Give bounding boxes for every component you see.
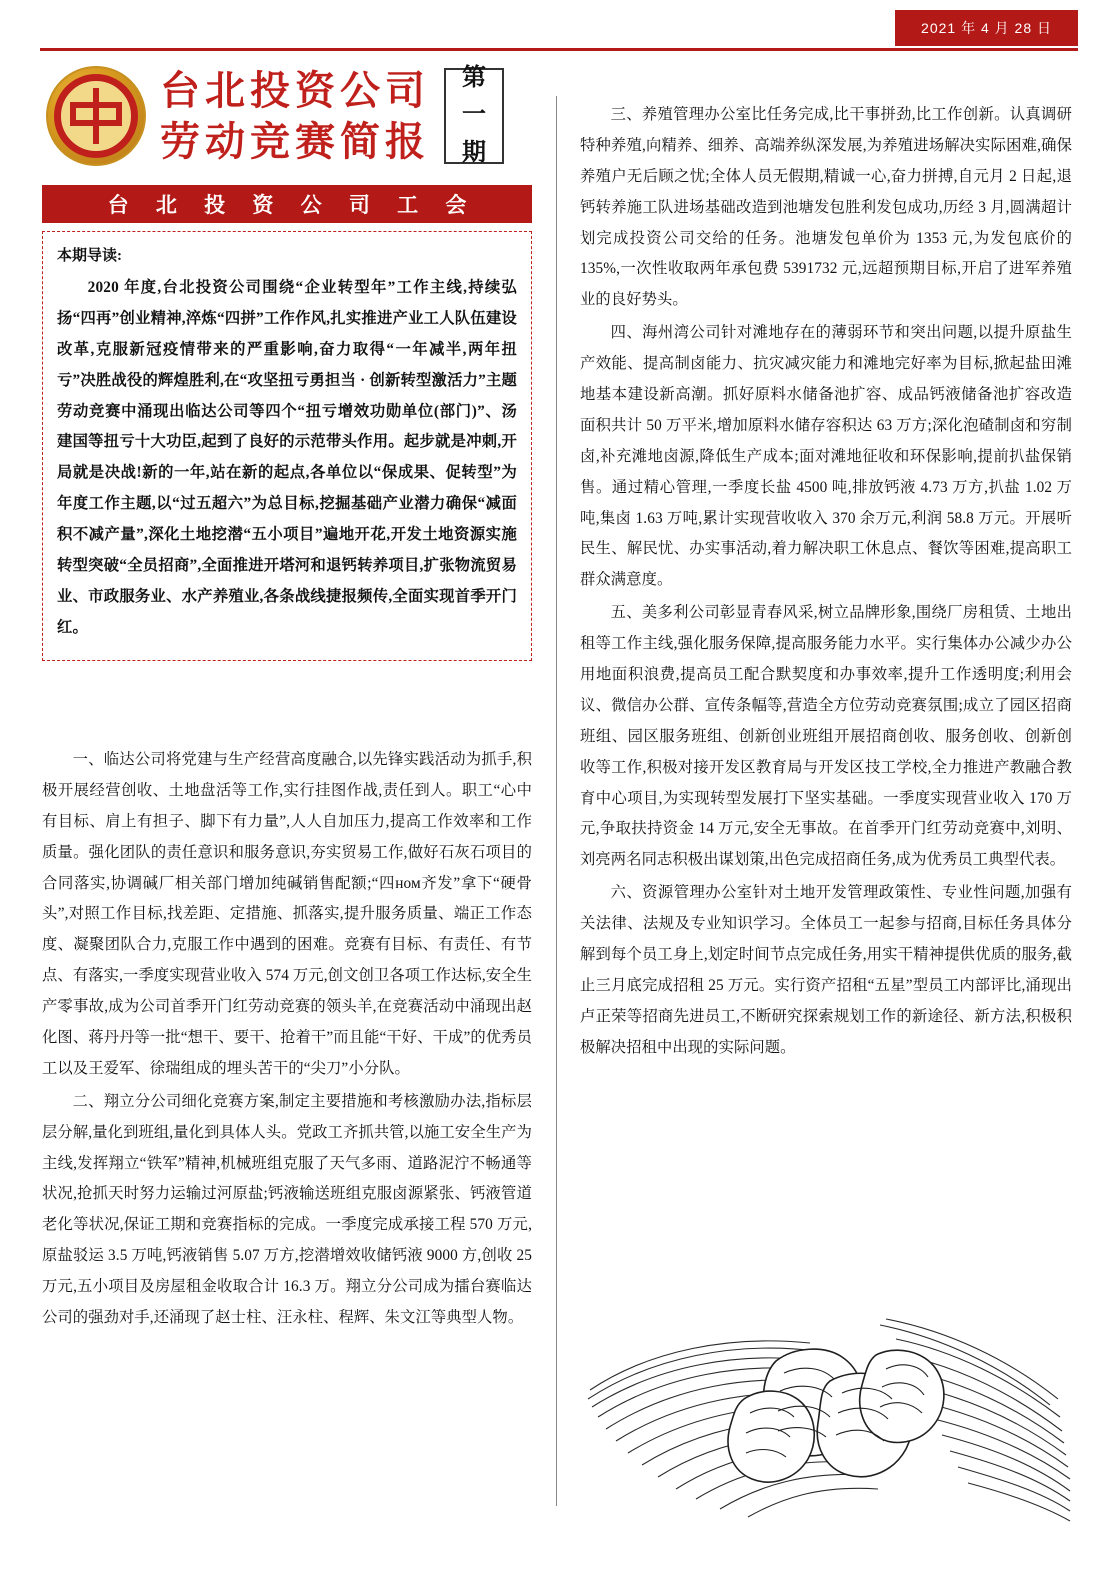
issue-char-2: 一 bbox=[462, 102, 486, 129]
masthead-title bbox=[160, 65, 430, 167]
masthead-title-line1: 台北投资公司 bbox=[160, 67, 430, 113]
header-rule bbox=[40, 48, 1078, 51]
masthead bbox=[42, 56, 522, 176]
union-emblem-icon bbox=[42, 62, 150, 170]
lead-summary-box bbox=[42, 231, 532, 661]
paragraph: 五、美多利公司彰显青春风采,树立品牌形象,围绕厂房租赁、土地出租等工作主线,强化服务保障,提高服务能力水平。实行集体办公减少办公用地面积浪费,提高员工配合默契度和办事效率,提升工作透明度;利用会议、微信办公群、宣传条幅等,营造全方位劳动竞赛氛围;成立了园区招商班组、园区服务班组、创新创业班组开展招商创收、服务创收、创新创收等工作,积极对接开发区教育局与开发区技工学校,全力推进产教融合教育中心项目,为实现转型发展打下坚实基础。一季度实现营业收入 170 万元,争取扶持资金 14 万元,安全无事故。在首季开门红劳动竞赛中,刘明、刘亮两名同志积极出谋划策,出色完成招商任务,成为优秀员工典型代表。 bbox=[580, 604, 1072, 869]
lead-title: 本期导读: bbox=[57, 248, 122, 264]
masthead-title-line2: 劳动竞赛简报 bbox=[160, 119, 430, 164]
left-column bbox=[42, 745, 532, 1336]
clasped-hands-illustration bbox=[580, 1295, 1072, 1525]
paragraph: 一、临达公司将党建与生产经营高度融合,以先锋实践活动为抓手,积极开展经营创收、土地盘活等工作,实行挂图作战,责任到人。职工“心中有目标、肩上有担子、脚下有力量”,人人自加压力,提高工作效率和工作质量。强化团队的责任意识和服务意识,夯实贸易工作,做好石灰石项目的合同落实,协调碱厂相关部门增加纯碱销售配额;“四ном齐发”拿下“硬骨头”,对照工作目标,找差距、定措施、抓落实,提升服务质量、端正工作态度、凝聚团队合力,克服工作中遇到的困难。竞赛有目标、有责任、有节点、有落实,一季度实现营业收入 574 万元,创文创卫各项工作达标,安全生产零事故,成为公司首季开门红劳动竞赛的领头羊,在竞赛活动中涌现出赵化图、蒋丹丹等一批“想干、要干、抢着干”而且能“干好、干成”的优秀员工以及王爱军、徐瑞组成的埋头苦干的“尖刀”小分队。 bbox=[42, 751, 532, 1077]
issue-char-3: 期 bbox=[462, 139, 486, 166]
paragraph: 六、资源管理办公室针对土地开发管理政策性、专业性问题,加强有关法律、法规及专业知识学习。全体员工一起参与招商,目标任务具体分解到每个员工身上,划定时间节点完成任务,用实干精神提供优质的服务,截止三月底完成招租 25 万元。实行资产招租“五星”型员工内部评比,涌现出卢正荣等招商先进员工,不断研究探索规划工作的新途径、新方法,积极积极解决招租中出现的实际问题。 bbox=[580, 884, 1072, 1056]
column-divider bbox=[556, 96, 557, 1506]
lead-body: 2020 年度,台北投资公司围绕“企业转型年”工作主线,持续弘扬“四再”创业精神,淬炼“四拼”工作作风,扎实推进产业工人队伍建设改革,克服新冠疫情带来的严重影响,奋力取得“一年减半,两年扭亏”决胜战役的辉煌胜利,在“攻坚扭亏勇担当 · 创新转型激活力”主题劳动竞赛中涌现出临达公司等四个“扭亏增效功勋单位(部门)”、汤建国等扭亏十大功臣,起到了良好的示范带头作用。起步就是冲刺,开局就是决战!新的一年,站在新的起点,各单位以“保成果、促转型”为年度工作主题,以“过五超六”为总目标,挖掘基础产业潜力确保“减面积不减产量”,深化土地挖潜“五小项目”遍地开花,开发土地资源实施转型突破“全员招商”,全面推进开塔河和退钙转养项目,扩张物流贸易业、市政服务业、水产养殖业,各条战线捷报频传,全面实现首季开门红。 bbox=[57, 279, 517, 636]
paragraph: 二、翔立分公司细化竞赛方案,制定主要措施和考核激励办法,指标层层分解,量化到班组,量化到具体人头。党政工齐抓共管,以施工安全生产为主线,发挥翔立“铁军”精神,机械班组克服了天气多雨、道路泥泞不畅通等状况,抢抓天时努力运输过河原盐;钙液输送班组克服卤源紧张、钙液管道老化等状况,保证工期和竞赛指标的完成。一季度完成承接工程 570 万元,原盐驳运 3.5 万吨,钙液销售 5.07 万方,挖潜增效收储钙液 9000 方,创收 25 万元,五小项目及房屋租金收取合计 16.3 万。翔立分公司成为擂台赛临达公司的强劲对手,还涌现了赵士柱、汪永柱、程辉、朱文江等典型人物。 bbox=[42, 1092, 532, 1327]
paragraph: 三、养殖管理办公室比任务完成,比干事拼劲,比工作创新。认真调研特种养殖,向精养、细养、高端养纵深发展,为养殖进场解决实际困难,确保养殖户无后顾之忧;全体人员无假期,精诚一心,奋力拼搏,自元月 2 日起,退钙转养施工队进场基础改造到池塘发包胜利发包成功,历经 3 月,圆满超计划完成投资公司交给的任务。池塘发包单价为 1353 元,为发包底价的 135%,一次性收取两年承包费 5391732 元,远超预期目标,开启了进军养殖业的良好势头。 bbox=[580, 106, 1072, 309]
union-name-bar: 台 北 投 资 公 司 工 会 bbox=[42, 185, 532, 223]
issue-number-box bbox=[444, 65, 504, 166]
issue-char-1: 第 bbox=[462, 65, 486, 92]
issue-date: 2021 年 4 月 28 日 bbox=[895, 10, 1078, 46]
right-column bbox=[580, 100, 1072, 1066]
paragraph: 四、海州湾公司针对滩地存在的薄弱环节和突出问题,以提升原盐生产效能、提高制卤能力、抗灾减灾能力和滩地完好率为目标,掀起盐田滩地基本建设新高潮。抓好原料水储备池扩容、成品钙液储备池扩容改造面积共计 50 万平米,增加原料水储存容积达 63 万方;深化泡碴制卤和穷制卤,补充滩地卤源,降低生产成本;面对滩地征收和环保影响,提前扒盐保销售。通过精心管理,一季度长盐 4500 吨,排放钙液 4.73 万方,扒盐 1.02 万吨,集卤 1.63 万吨,累计实现营收收入 370 余万元,利润 58.8 万元。开展听民生、解民忧、办实事活动,着力解决职工休息点、餐饮等困难,提高职工群众满意度。 bbox=[580, 324, 1072, 589]
